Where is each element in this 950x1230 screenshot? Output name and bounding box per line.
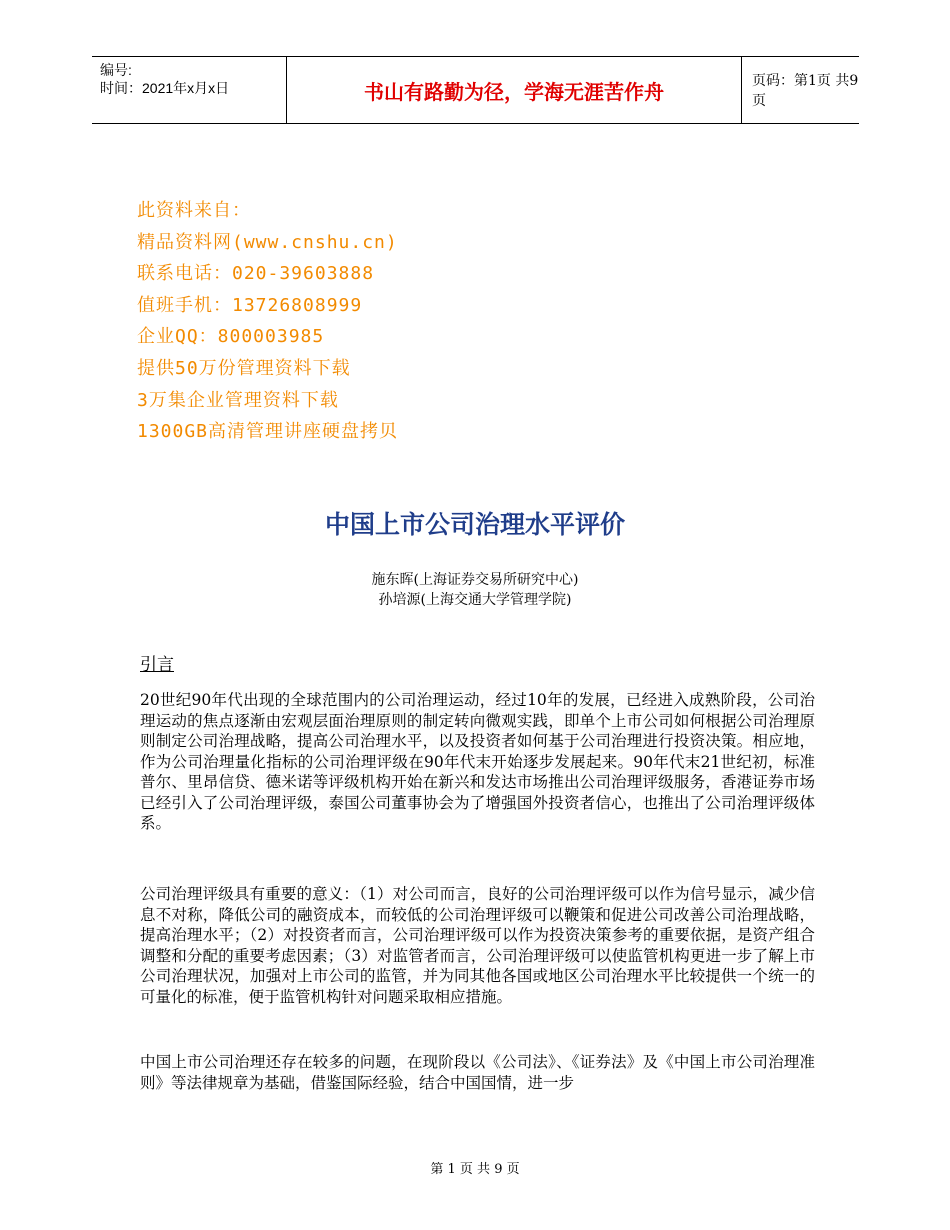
authors-block xyxy=(0,570,950,610)
body-paragraph: 公司治理评级具有重要的意义：（1）对公司而言，良好的公司治理评级可以作为信号显示，减少信息不对称，降低公司的融资成本，而较低的公司治理评级可以鞭策和促进公司改善公司治理战略，提高治理水平；（2）对投资者而言，公司治理评级可以作为投资决策参考的重要依据，是资产组合调整和分配的重要考虑因素；（3）对监管者而言，公司治理评级可以使监管机构更进一步了解上市公司治理状况，加强对上市公司的监管，并为同其他各国或地区公司治理水平比较提供一个统一的可量化的标准，便于监管机构针对问题采取相应措施。 xyxy=(140,885,815,1006)
promo-line: 1300GB高清管理讲座硬盘拷贝 xyxy=(137,421,399,443)
promo-line: 企业QQ：800003985 xyxy=(137,326,325,348)
header-left-cell xyxy=(92,57,286,123)
header-motto: 书山有路勤为径，学海无涯苦作舟 xyxy=(364,79,664,104)
section-heading: 引言 xyxy=(140,655,174,675)
document-number-label: 编号: xyxy=(100,62,132,78)
promo-line: 提供50万份管理资料下载 xyxy=(137,357,351,379)
body-paragraph: 中国上市公司治理还存在较多的问题，在现阶段以《公司法》、《证券法》及《中国上市公司治理准则》等法律规章为基础，借鉴国际经验，结合中国国情，进一步 xyxy=(140,1053,815,1092)
body-paragraph: 20世纪90年代出现的全球范围内的公司治理运动，经过10年的发展，已经进入成熟阶段，公司治理运动的焦点逐渐由宏观层面治理原则的制定转向微观实践，即单个上市公司如何根据公司治理原则制定公司治理战略，提高公司治理水平，以及投资者如何基于公司治理进行投资决策。相应地，作为公司治理量化指标的公司治理评级在90年代末开始逐步发展起来。90年代末21世纪初，标准普尔、里昂信贷、德米诺等评级机构开始在新兴和发达市场推出公司治理评级服务，香港证券市场已经引入了公司治理评级，泰国公司董事协会为了增强国外投资者信心，也推出了公司治理评级体系。 xyxy=(140,691,815,832)
promo-line: 3万集企业管理资料下载 xyxy=(137,389,339,411)
page-footer: 第 1 页 共 9 页 xyxy=(430,1162,520,1177)
document-time-label: 时间：2021年x月x日 xyxy=(100,80,230,96)
promo-line: 此资料来自： xyxy=(137,200,251,221)
header-page-info: 页码：第1页 共9页 xyxy=(752,73,859,109)
header-motto-cell xyxy=(286,57,742,123)
promo-line: 值班手机：13726808999 xyxy=(137,294,363,316)
promo-line: 联系电话：020-39603888 xyxy=(137,263,375,285)
document-title: 中国上市公司治理水平评价 xyxy=(324,510,625,539)
page-header xyxy=(92,56,859,124)
author-line: 施东晖(上海证券交易所研究中心) xyxy=(371,572,579,588)
promo-line: 精品资料网(www.cnshu.cn) xyxy=(137,231,398,253)
author-line: 孙培源(上海交通大学管理学院) xyxy=(378,592,572,608)
promo-block xyxy=(137,195,398,448)
